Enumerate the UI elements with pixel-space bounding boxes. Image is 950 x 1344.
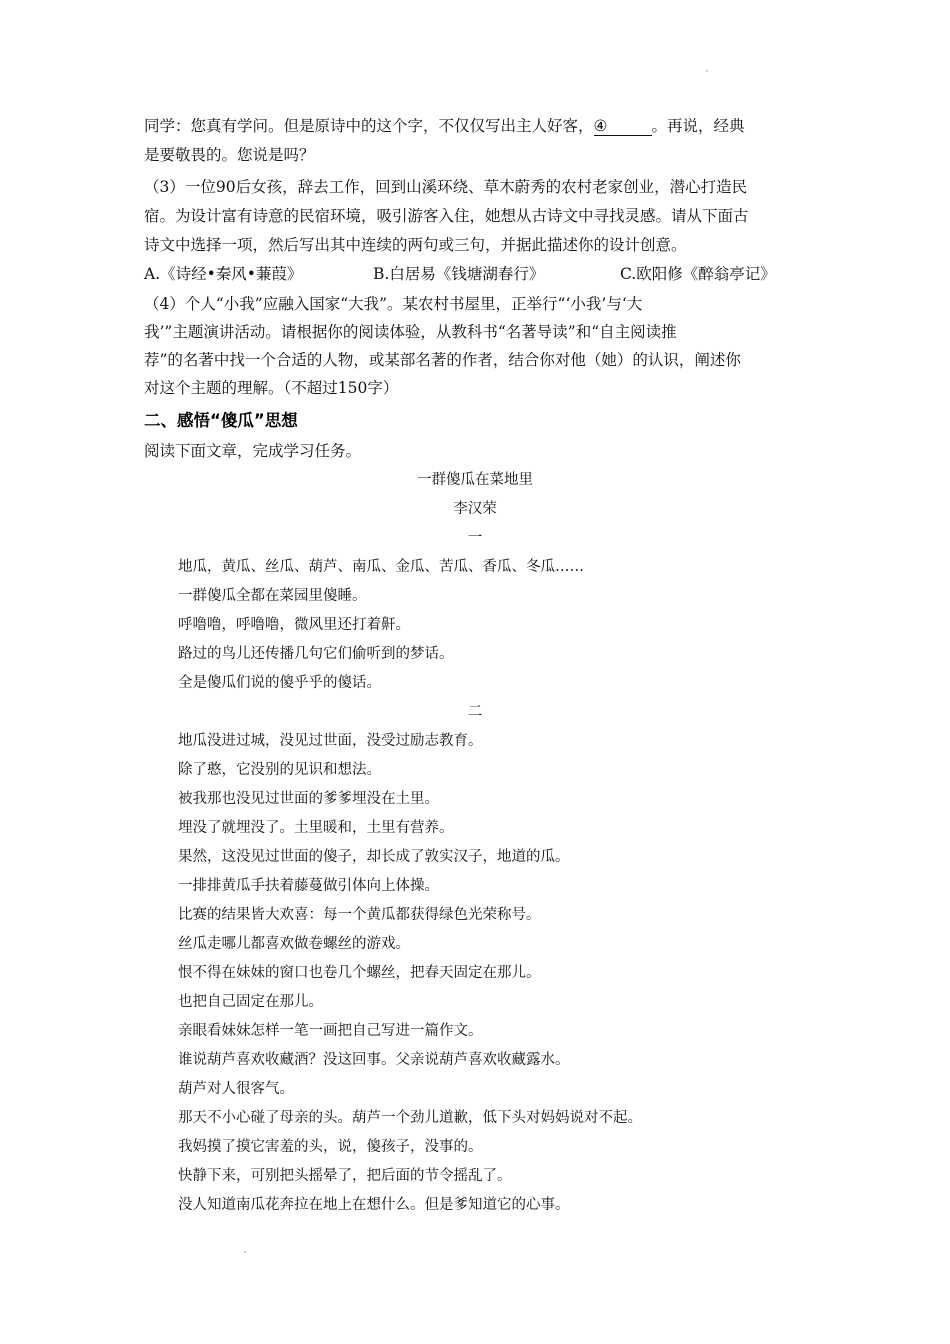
poem-line: 谁说葫芦喜欢收藏酒？没这回事。父亲说葫芦喜欢收藏露水。: [178, 1052, 570, 1068]
question-3-line: （3）一位90后女孩，辞去工作，回到山溪环绕、草木蔚秀的农村老家创业，潜心打造民: [144, 178, 748, 196]
poem-line: 我妈摸了摸它害羞的头，说，傻孩子，没事的。: [178, 1139, 483, 1155]
poem-line: 也把自己固定在那儿。: [178, 994, 323, 1010]
poem-line: 那天不小心碰了母亲的头。葫芦一个劲儿道歉，低下头对妈妈说对不起。: [178, 1110, 642, 1126]
question-4-line: （4）个人“小我”应融入国家“大我”。某农村书屋里，正举行“‘小我’与‘大: [144, 295, 643, 313]
poem-line: 丝瓜走哪儿都喜欢做卷螺丝的游戏。: [178, 936, 410, 952]
poem-line: 埋没了就埋没了。土里暖和，土里有营养。: [178, 820, 454, 836]
part-marker: 二: [467, 704, 483, 720]
dialogue-line: 是要敬畏的。您说是吗？: [144, 146, 315, 164]
poem-line: 亲眼看妹妹怎样一笔一画把自己写进一篇作文。: [178, 1023, 483, 1039]
answer-blank[interactable]: [594, 117, 652, 136]
poem-line: 呼噜噜，呼噜噜，微风里还打着鼾。: [178, 617, 410, 633]
poem-line: 全是傻瓜们说的傻乎乎的傻话。: [178, 675, 381, 691]
poem-line: 被我那也没见过世面的爹爹埋没在土里。: [178, 791, 439, 807]
section-instruction: 阅读下面文章，完成学习任务。: [144, 442, 362, 460]
question-3-options: [144, 260, 804, 289]
question-4-line: 我’”主题演讲活动。请根据你的阅读体验，从教科书“名著导读”和“自主阅读推: [144, 323, 677, 341]
poem-line: 一群傻瓜全都在菜园里傻睡。: [178, 588, 367, 604]
poem-line: 恨不得在妹妹的窗口也卷几个螺丝，把春天固定在那儿。: [178, 965, 541, 981]
blank-number: ④: [593, 117, 608, 135]
poem-line: 快静下来，可别把头摇晕了，把后面的节令摇乱了。: [178, 1168, 512, 1184]
page-speck: [244, 1251, 246, 1253]
question-3-line: 宿。为设计富有诗意的民宿环境，吸引游客入住，她想从古诗文中寻找灵感。请从下面古: [144, 207, 749, 225]
poem-title: 一群傻瓜在菜地里: [417, 472, 533, 488]
poem-line: 地瓜，黄瓜、丝瓜、葫芦、南瓜、金瓜、苦瓜、香瓜、冬瓜……: [178, 559, 584, 575]
poem-line: 路过的鸟儿还传播几句它们偷听到的梦话。: [178, 646, 454, 662]
poem-line: 地瓜没进过城，没见过世面，没受过励志教育。: [178, 733, 483, 749]
poem-line: 比赛的结果皆大欢喜：每一个黄瓜都获得绿色光荣称号。: [178, 907, 541, 923]
dialogue-line: [144, 112, 804, 141]
page-speck: [706, 70, 708, 72]
poem-line: 葫芦对人很客气。: [178, 1081, 294, 1097]
poem-line: 一排排黄瓜手扶着藤蔓做引体向上体操。: [178, 878, 439, 894]
poem-line: 果然，这没见过世面的傻子，却长成了敦实汉子，地道的瓜。: [178, 849, 570, 865]
dialogue-text: 同学：您真有学问。但是原诗中的这个字，不仅仅写出主人好客，: [144, 117, 594, 135]
option-b: B.白居易《钱塘湖春行》: [373, 265, 545, 283]
poem-author: 李汉荣: [453, 501, 497, 517]
dialogue-text: 。再说，经典: [651, 117, 745, 135]
part-marker: 一: [467, 530, 483, 546]
poem-line: 没人知道南瓜花奔拉在地上在想什么。但是爹知道它的心事。: [178, 1197, 570, 1213]
section-heading: 二、感悟“傻瓜”思想: [144, 411, 298, 430]
option-a: A.《诗经•秦风•蒹葭》: [144, 265, 303, 283]
question-3-line: 诗文中选择一项，然后写出其中连续的两句或三句，并据此描述你的设计创意。: [144, 236, 687, 254]
poem-line: 除了憨，它没别的见识和想法。: [178, 762, 381, 778]
option-c: C.欧阳修《醉翁亭记》: [620, 265, 776, 283]
question-4-line: 对这个主题的理解。（不超过150字）: [144, 379, 399, 397]
question-4-line: 荐”的名著中找一个合适的人物，或某部名著的作者，结合你对他（她）的认识，阐述你: [144, 351, 741, 369]
